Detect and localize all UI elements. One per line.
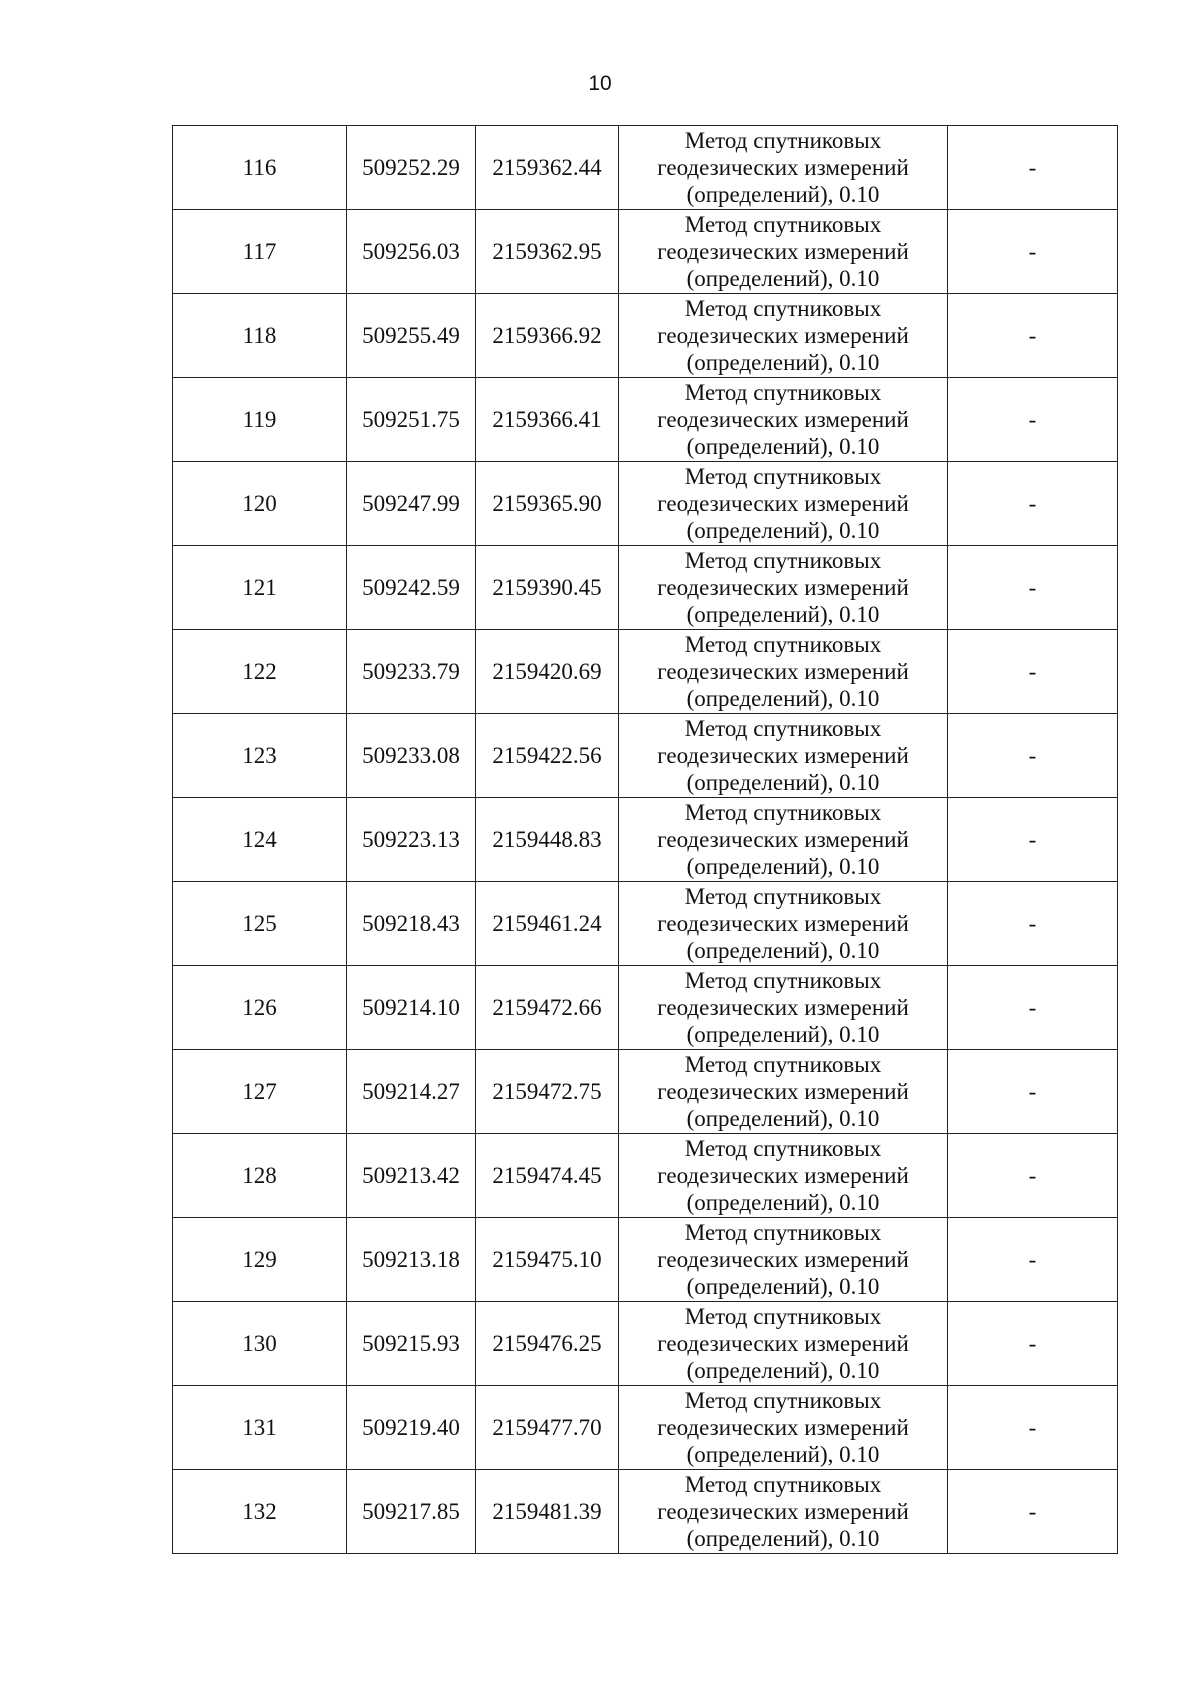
- method-line: (определений), 0.10: [686, 1526, 880, 1551]
- method-cell: [619, 798, 948, 882]
- method-line: (определений), 0.10: [686, 1358, 880, 1383]
- y-coordinate-cell: 2159420.69: [476, 630, 619, 714]
- table-row: [173, 546, 1118, 630]
- point-number-cell: 121: [173, 546, 347, 630]
- y-coordinate-cell: 2159422.56: [476, 714, 619, 798]
- method-line: (определений), 0.10: [686, 518, 880, 543]
- method-cell: [619, 966, 948, 1050]
- note-cell: -: [948, 546, 1118, 630]
- note-cell: -: [948, 462, 1118, 546]
- method-line: геодезических измерений: [657, 155, 909, 180]
- method-line: (определений), 0.10: [686, 1022, 880, 1047]
- method-line: (определений), 0.10: [686, 266, 880, 291]
- point-number-cell: 128: [173, 1134, 347, 1218]
- table-row: [173, 1470, 1118, 1554]
- method-line: Метод спутниковых: [684, 1136, 882, 1161]
- x-coordinate-cell: 509255.49: [347, 294, 476, 378]
- method-line: Метод спутниковых: [684, 800, 882, 825]
- point-number-cell: 131: [173, 1386, 347, 1470]
- method-line: Метод спутниковых: [684, 128, 882, 153]
- y-coordinate-cell: 2159365.90: [476, 462, 619, 546]
- point-number-cell: 130: [173, 1302, 347, 1386]
- point-number-cell: 117: [173, 210, 347, 294]
- y-coordinate-cell: 2159475.10: [476, 1218, 619, 1302]
- note-cell: -: [948, 714, 1118, 798]
- method-line: Метод спутниковых: [684, 1304, 882, 1329]
- method-line: геодезических измерений: [657, 1415, 909, 1440]
- method-line: (определений), 0.10: [686, 1274, 880, 1299]
- y-coordinate-cell: 2159362.95: [476, 210, 619, 294]
- note-cell: -: [948, 798, 1118, 882]
- method-cell: [619, 882, 948, 966]
- note-cell: -: [948, 1134, 1118, 1218]
- method-cell: [619, 630, 948, 714]
- method-cell: [619, 1302, 948, 1386]
- point-number-cell: 124: [173, 798, 347, 882]
- method-line: (определений), 0.10: [686, 770, 880, 795]
- method-line: геодезических измерений: [657, 1247, 909, 1272]
- point-number-cell: 118: [173, 294, 347, 378]
- method-line: геодезических измерений: [657, 491, 909, 516]
- table-row: [173, 714, 1118, 798]
- note-cell: -: [948, 210, 1118, 294]
- method-line: геодезических измерений: [657, 239, 909, 264]
- point-number-cell: 123: [173, 714, 347, 798]
- table-row: [173, 1050, 1118, 1134]
- method-cell: [619, 126, 948, 210]
- x-coordinate-cell: 509214.10: [347, 966, 476, 1050]
- method-cell: [619, 462, 948, 546]
- method-line: (определений), 0.10: [686, 602, 880, 627]
- method-line: (определений), 0.10: [686, 854, 880, 879]
- x-coordinate-cell: 509219.40: [347, 1386, 476, 1470]
- x-coordinate-cell: 509247.99: [347, 462, 476, 546]
- method-line: геодезических измерений: [657, 1163, 909, 1188]
- point-number-cell: 129: [173, 1218, 347, 1302]
- table-row: [173, 1218, 1118, 1302]
- method-line: геодезических измерений: [657, 575, 909, 600]
- table-row: [173, 126, 1118, 210]
- note-cell: -: [948, 882, 1118, 966]
- point-number-cell: 125: [173, 882, 347, 966]
- table-row: [173, 798, 1118, 882]
- note-cell: -: [948, 1470, 1118, 1554]
- note-cell: -: [948, 630, 1118, 714]
- x-coordinate-cell: 509213.42: [347, 1134, 476, 1218]
- method-cell: [619, 378, 948, 462]
- y-coordinate-cell: 2159472.75: [476, 1050, 619, 1134]
- method-line: Метод спутниковых: [684, 1472, 882, 1497]
- y-coordinate-cell: 2159474.45: [476, 1134, 619, 1218]
- method-line: геодезических измерений: [657, 743, 909, 768]
- y-coordinate-cell: 2159481.39: [476, 1470, 619, 1554]
- x-coordinate-cell: 509233.79: [347, 630, 476, 714]
- method-line: Метод спутниковых: [684, 884, 882, 909]
- x-coordinate-cell: 509252.29: [347, 126, 476, 210]
- method-line: (определений), 0.10: [686, 938, 880, 963]
- note-cell: -: [948, 1218, 1118, 1302]
- note-cell: -: [948, 1302, 1118, 1386]
- x-coordinate-cell: 509233.08: [347, 714, 476, 798]
- y-coordinate-cell: 2159476.25: [476, 1302, 619, 1386]
- note-cell: -: [948, 1050, 1118, 1134]
- method-line: геодезических измерений: [657, 659, 909, 684]
- method-line: Метод спутниковых: [684, 716, 882, 741]
- method-line: геодезических измерений: [657, 1499, 909, 1524]
- table-row: [173, 1386, 1118, 1470]
- y-coordinate-cell: 2159472.66: [476, 966, 619, 1050]
- method-line: (определений), 0.10: [686, 1190, 880, 1215]
- method-cell: [619, 1134, 948, 1218]
- note-cell: -: [948, 1386, 1118, 1470]
- method-line: (определений), 0.10: [686, 1442, 880, 1467]
- method-line: Метод спутниковых: [684, 1388, 882, 1413]
- method-line: Метод спутниковых: [684, 296, 882, 321]
- method-cell: [619, 546, 948, 630]
- method-cell: [619, 1050, 948, 1134]
- method-cell: [619, 210, 948, 294]
- method-line: геодезических измерений: [657, 1079, 909, 1104]
- method-line: геодезических измерений: [657, 1331, 909, 1356]
- note-cell: -: [948, 126, 1118, 210]
- method-cell: [619, 1470, 948, 1554]
- method-line: (определений), 0.10: [686, 686, 880, 711]
- method-line: Метод спутниковых: [684, 464, 882, 489]
- x-coordinate-cell: 509251.75: [347, 378, 476, 462]
- y-coordinate-cell: 2159461.24: [476, 882, 619, 966]
- x-coordinate-cell: 509256.03: [347, 210, 476, 294]
- note-cell: -: [948, 966, 1118, 1050]
- method-line: (определений), 0.10: [686, 434, 880, 459]
- coordinates-table: [172, 125, 1118, 1554]
- method-cell: [619, 1386, 948, 1470]
- method-line: Метод спутниковых: [684, 632, 882, 657]
- x-coordinate-cell: 509215.93: [347, 1302, 476, 1386]
- method-line: Метод спутниковых: [684, 1220, 882, 1245]
- x-coordinate-cell: 509217.85: [347, 1470, 476, 1554]
- x-coordinate-cell: 509218.43: [347, 882, 476, 966]
- page-number: 10: [588, 72, 612, 95]
- table-row: [173, 966, 1118, 1050]
- note-cell: -: [948, 294, 1118, 378]
- y-coordinate-cell: 2159477.70: [476, 1386, 619, 1470]
- note-cell: -: [948, 378, 1118, 462]
- method-line: геодезических измерений: [657, 827, 909, 852]
- x-coordinate-cell: 509223.13: [347, 798, 476, 882]
- x-coordinate-cell: 509214.27: [347, 1050, 476, 1134]
- point-number-cell: 116: [173, 126, 347, 210]
- method-cell: [619, 294, 948, 378]
- method-line: геодезических измерений: [657, 911, 909, 936]
- method-line: Метод спутниковых: [684, 1052, 882, 1077]
- method-line: геодезических измерений: [657, 995, 909, 1020]
- point-number-cell: 119: [173, 378, 347, 462]
- method-line: Метод спутниковых: [684, 212, 882, 237]
- method-line: (определений), 0.10: [686, 182, 880, 207]
- point-number-cell: 127: [173, 1050, 347, 1134]
- method-line: Метод спутниковых: [684, 380, 882, 405]
- method-cell: [619, 714, 948, 798]
- y-coordinate-cell: 2159362.44: [476, 126, 619, 210]
- table-row: [173, 1134, 1118, 1218]
- table-row: [173, 294, 1118, 378]
- table-row: [173, 1302, 1118, 1386]
- method-line: (определений), 0.10: [686, 350, 880, 375]
- method-line: Метод спутниковых: [684, 968, 882, 993]
- y-coordinate-cell: 2159390.45: [476, 546, 619, 630]
- point-number-cell: 126: [173, 966, 347, 1050]
- point-number-cell: 132: [173, 1470, 347, 1554]
- table-row: [173, 378, 1118, 462]
- x-coordinate-cell: 509242.59: [347, 546, 476, 630]
- coordinates-table-body: [173, 126, 1118, 1554]
- table-row: [173, 462, 1118, 546]
- method-line: геодезических измерений: [657, 323, 909, 348]
- point-number-cell: 120: [173, 462, 347, 546]
- point-number-cell: 122: [173, 630, 347, 714]
- y-coordinate-cell: 2159366.41: [476, 378, 619, 462]
- method-line: (определений), 0.10: [686, 1106, 880, 1131]
- method-cell: [619, 1218, 948, 1302]
- y-coordinate-cell: 2159366.92: [476, 294, 619, 378]
- x-coordinate-cell: 509213.18: [347, 1218, 476, 1302]
- table-row: [173, 882, 1118, 966]
- method-line: Метод спутниковых: [684, 548, 882, 573]
- table-row: [173, 630, 1118, 714]
- table-row: [173, 210, 1118, 294]
- method-line: геодезических измерений: [657, 407, 909, 432]
- y-coordinate-cell: 2159448.83: [476, 798, 619, 882]
